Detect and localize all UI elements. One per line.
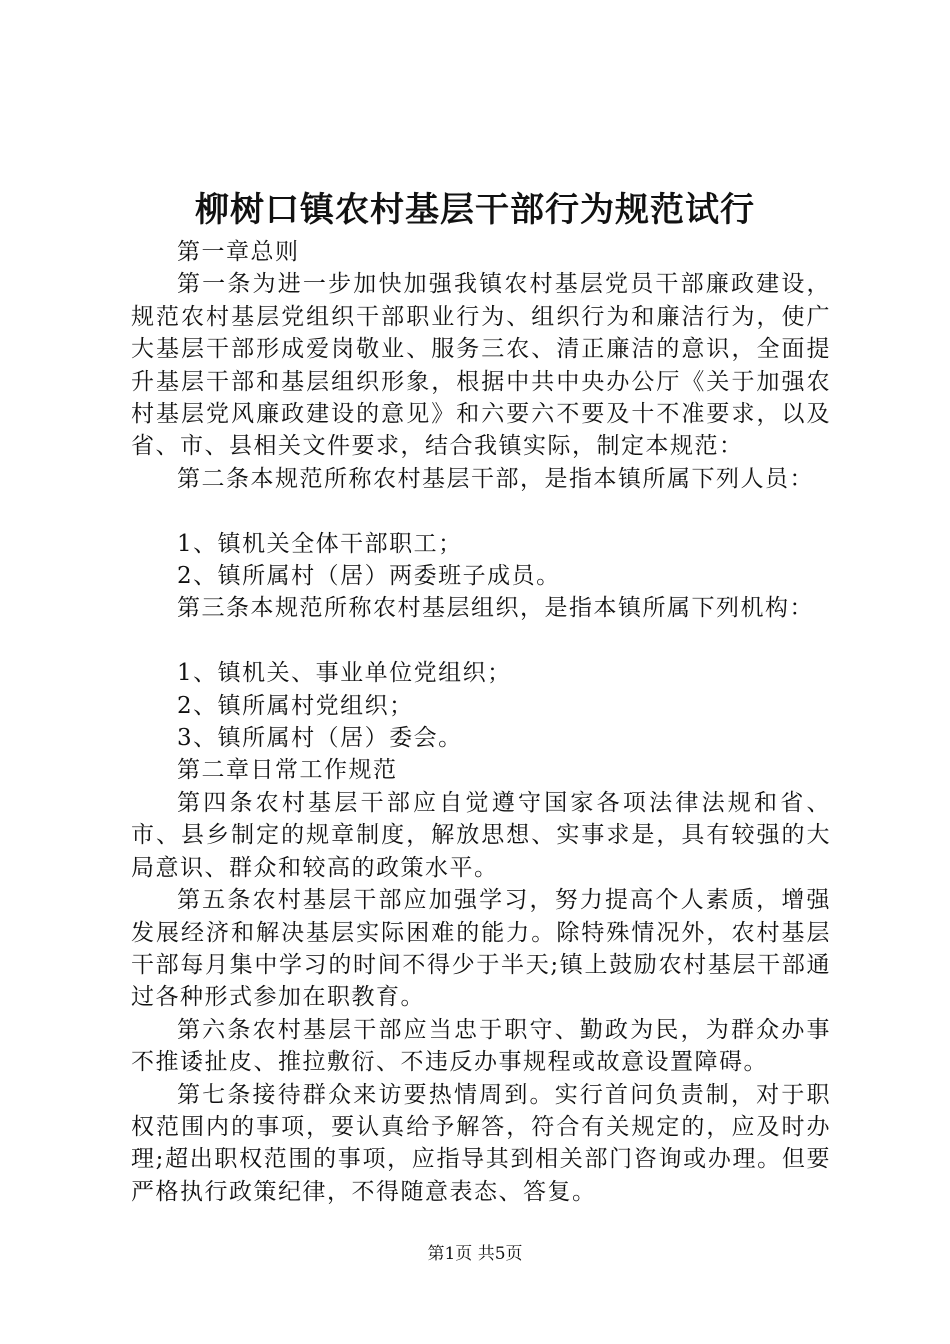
chapter-heading: 第二章日常工作规范 xyxy=(177,757,398,784)
article-paragraph: 第一条为进一步加快加强我镇农村基层党员干部廉政建设，规范农村基层党组织干部职业行为、组织行为和廉洁行为，使广大基层干部形成爱岗敬业、服务三农、清正廉洁的意识，全面提升基层干部和基层组织形象，根据中共中央办公厅《关于加强农村基层党风廉政建设的意见》和六要六不要及十不准要求，以及省、市、县相关文件要求，结合我镇实际，制定本规范： xyxy=(131,271,831,460)
page-footer: 第1页 共5页 xyxy=(427,1244,523,1264)
article-paragraph: 第五条农村基层干部应加强学习，努力提高个人素质，增强发展经济和解决基层实际困难的能力。除特殊情况外，农村基层干部每月集中学习的时间不得少于半天;镇上鼓励农村基层干部通过各种形式参加在职教育。 xyxy=(131,887,831,1011)
article-paragraph: 第三条本规范所称农村基层组织，是指本镇所属下列机构： xyxy=(177,595,814,622)
document-body xyxy=(131,236,831,1208)
document-title: 柳树口镇农村基层干部行为规范试行 xyxy=(195,190,755,230)
list-item: 3、镇所属村（居）委会。 xyxy=(177,725,463,752)
list-item: 1、镇机关全体干部职工； xyxy=(177,530,463,557)
article-paragraph: 第七条接待群众来访要热情周到。实行首问负责制，对于职权范围内的事项，要认真给予解答，符合有关规定的，应及时办理;超出职权范围的事项，应指导其到相关部门咨询或办理。但要严格执行政策纪律，不得随意表态、答复。 xyxy=(131,1081,831,1205)
list-item: 1、镇机关、事业单位党组织； xyxy=(177,660,512,687)
article-paragraph: 第六条农村基层干部应当忠于职守、勤政为民，为群众办事不推诿扯皮、推拉敷衍、不违反办事规程或故意设置障碍。 xyxy=(131,1016,831,1076)
article-paragraph: 第四条农村基层干部应自觉遵守国家各项法律法规和省、市、县乡制定的规章制度，解放思想、实事求是，具有较强的大局意识、群众和较高的政策水平。 xyxy=(131,789,831,881)
list-item: 2、镇所属村（居）两委班子成员。 xyxy=(177,563,561,590)
list-item: 2、镇所属村党组织； xyxy=(177,692,414,719)
article-paragraph: 第二条本规范所称农村基层干部，是指本镇所属下列人员： xyxy=(177,465,814,492)
chapter-heading: 第一章总则 xyxy=(177,239,300,265)
